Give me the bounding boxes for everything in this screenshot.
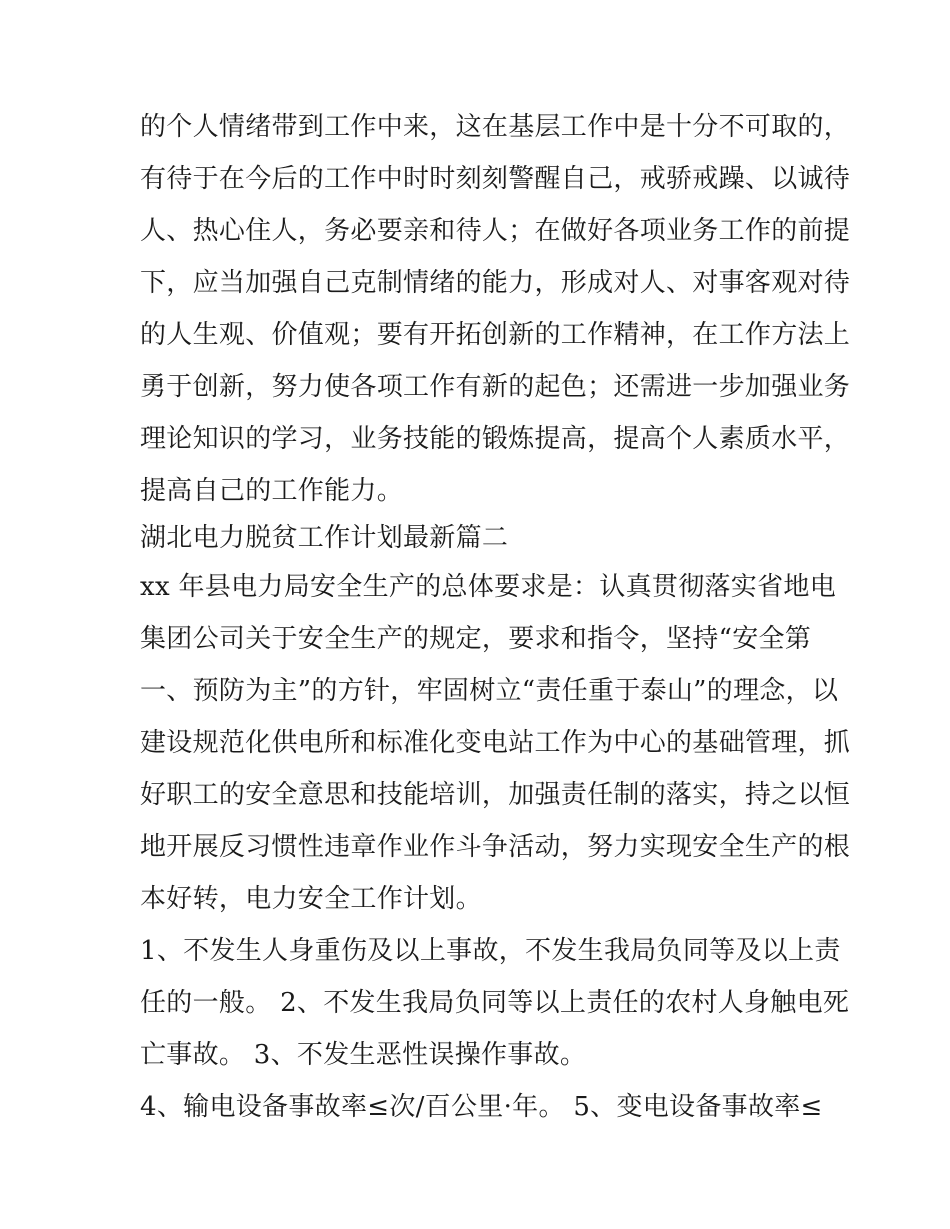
text-line: 一、预防为主”的方针，牢固树立“责任重于泰山”的理念，以	[140, 676, 839, 706]
text-line: 好职工的安全意思和技能培训，加强责任制的落实，持之以恒	[140, 780, 851, 810]
text-line: 人、热心住人，务必要亲和待人；在做好各项业务工作的前提	[140, 216, 851, 246]
text-line: 1、不发生人身重伤及以上事故，不发生我局负同等及以上责	[140, 936, 841, 966]
text-line: 地开展反习惯性违章作业作斗争活动，努力实现安全生产的根	[140, 832, 851, 862]
text-line: 本好转，电力安全工作计划。	[140, 884, 482, 914]
text-line: 4、输电设备事故率≤次/百公里·年。 5、变电设备事故率≤	[140, 1092, 823, 1122]
text-line: 的人生观、价值观；要有开拓创新的工作精神，在工作方法上	[140, 320, 851, 350]
text-line: 集团公司关于安全生产的规定，要求和指令，坚持“安全第	[140, 624, 812, 654]
text-line: 勇于创新，努力使各项工作有新的起色；还需进一步加强业务	[140, 372, 851, 402]
text-line: 建设规范化供电所和标准化变电站工作为中心的基础管理，抓	[140, 728, 851, 758]
text-line: 提高自己的工作能力。	[140, 476, 404, 506]
text-line: 亡事故。 3、不发生恶性误操作事故。	[140, 1040, 587, 1070]
text-line: 理论知识的学习，业务技能的锻炼提高，提高个人素质水平，	[140, 424, 851, 454]
text-line: 有待于在今后的工作中时时刻刻警醒自己，戒骄戒躁、以诚待	[140, 164, 851, 194]
text-line: 的个人情绪带到工作中来，这在基层工作中是十分不可取的，	[140, 112, 851, 142]
section-heading: 湖北电力脱贫工作计划最新篇二	[140, 523, 509, 553]
text-line: 下，应当加强自己克制情绪的能力，形成对人、对事客观对待	[140, 268, 851, 298]
text-line: xx 年县电力局安全生产的总体要求是：认真贯彻落实省地电	[140, 572, 836, 602]
text-line: 任的一般。 2、不发生我局负同等以上责任的农村人身触电死	[140, 988, 850, 1018]
